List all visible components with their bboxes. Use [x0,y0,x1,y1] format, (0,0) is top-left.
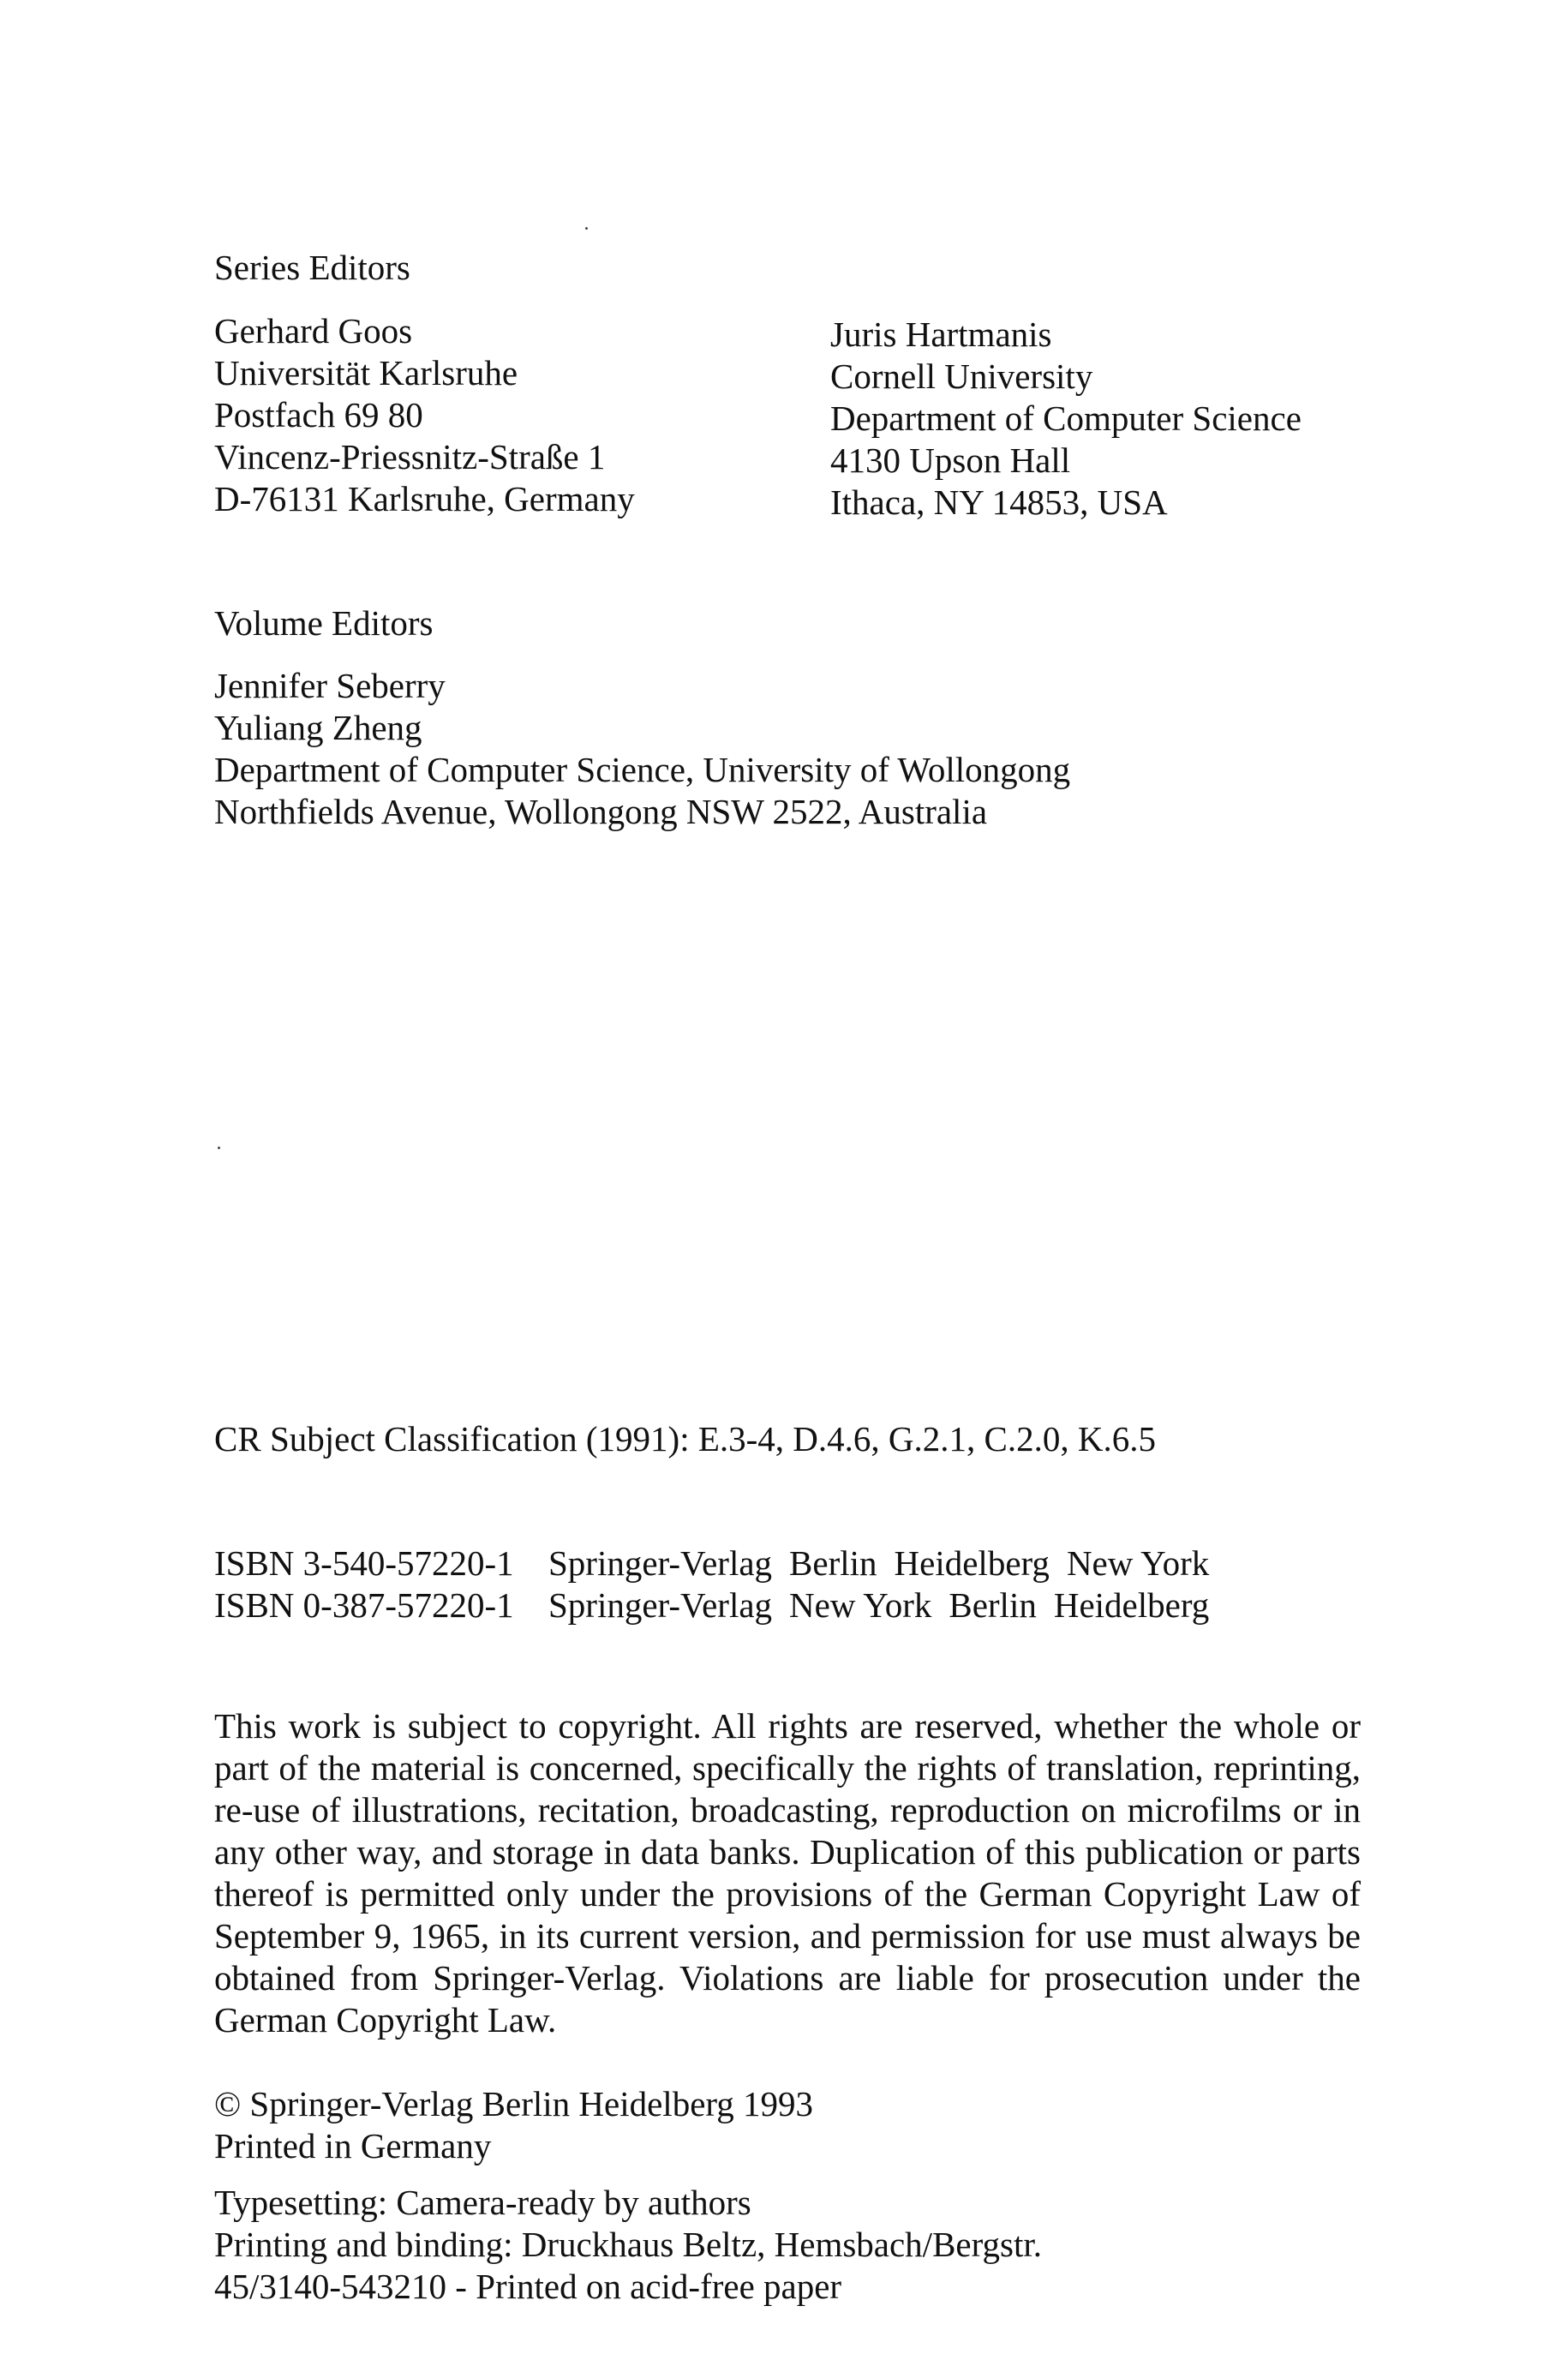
editor-affiliation: Department of Computer Science, University of Wollongong [214,750,1071,789]
printed-in-line: Printed in Germany [214,2126,492,2165]
editor-name: Gerhard Goos [214,311,413,350]
editor-address-line: 4130 Upson Hall [830,440,1071,480]
editor-address-line: Postfach 69 80 [214,395,423,434]
copyright-notice [214,2083,813,2167]
typesetting-line: Typesetting: Camera-ready by authors [214,2183,751,2222]
editor-address-line: Department of Computer Science [830,398,1302,438]
isbn-row [214,1584,1226,1626]
editor-address-line: Vincenz-Priessnitz-Straße 1 [214,437,606,476]
isbn-publisher: Springer-Verlag [548,1543,773,1583]
isbn-city: Berlin [949,1585,1037,1625]
volume-editors-heading: Volume Editors [214,603,434,643]
editor-name: Yuliang Zheng [214,708,422,747]
series-editor-goos [214,310,635,520]
copyright-paragraph: This work is subject to copyright. All rights are reserved, whether the whole or part of the material is concerned, specifically the rights of translation, reprinting, re-use of illustrations, recitation, broadcasting, reproduction on microfilms or in any other way, and storage in data banks. Duplication of this publication or parts thereof is permitted only under the provisions of the German Copyright Law of September 9, 1965, in its current version, and permission for use must always be obtained from Springer-Verlag. Violations are liable for prosecution under the German Copyright Law. [214,1706,1361,2040]
editor-address-line: Ithaca, NY 14853, USA [830,482,1168,522]
isbn-row [214,1542,1226,1584]
editor-name: Jennifer Seberry [214,666,446,705]
isbn-list [214,1542,1226,1626]
isbn-city: Heidelberg [1053,1585,1210,1625]
editor-affiliation: Cornell University [830,356,1093,396]
scan-speck [218,1147,220,1149]
editor-address-line: D-76131 Karlsruhe, Germany [214,479,635,518]
isbn-city: Berlin [789,1543,877,1583]
isbn-publisher: Springer-Verlag [548,1585,773,1625]
isbn-code: ISBN 0-387-57220-1 [214,1585,514,1625]
printing-information [214,2182,1042,2308]
copyright-line: © Springer-Verlag Berlin Heidelberg 1993 [214,2084,814,2123]
isbn-city: New York [1066,1543,1210,1583]
editor-address-line: Northfields Avenue, Wollongong NSW 2522, Australia [214,792,988,831]
editor-affiliation: Universität Karlsruhe [214,353,518,392]
series-editor-hartmanis [830,314,1302,524]
cr-subject-classification: CR Subject Classification (1991): E.3-4, D.4.6, G.2.1, C.2.0, K.6.5 [214,1419,1156,1459]
series-editors-heading: Series Editors [214,248,410,287]
isbn-city: Heidelberg [894,1543,1050,1583]
volume-editors-details [214,665,1070,833]
isbn-city: New York [789,1585,932,1625]
scan-speck [585,227,588,230]
printing-binding-line: Printing and binding: Druckhaus Beltz, Hemsbach/Bergstr. [214,2225,1043,2264]
isbn-code: ISBN 3-540-57220-1 [214,1543,514,1583]
editor-name: Juris Hartmanis [830,314,1052,354]
print-code-line: 45/3140-543210 - Printed on acid-free paper [214,2267,842,2306]
